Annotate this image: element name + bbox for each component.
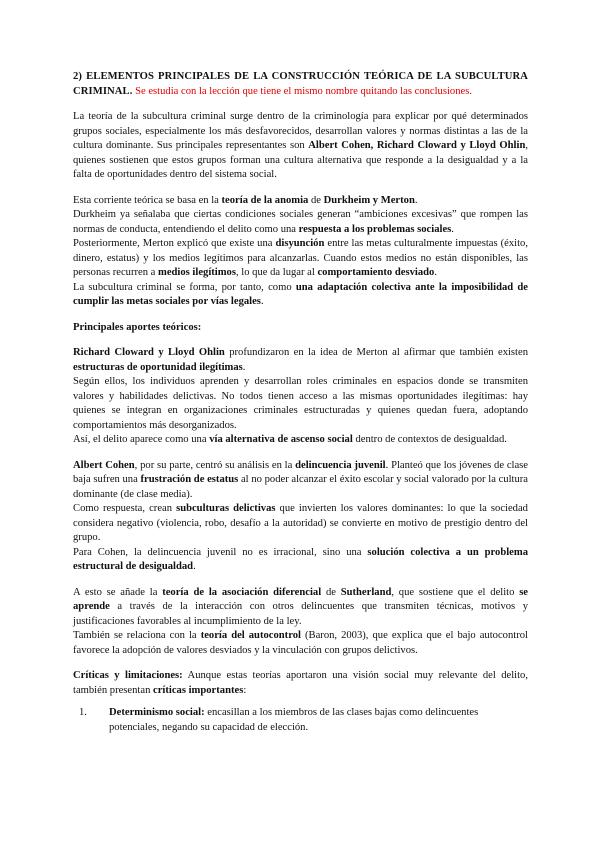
text: Esta corriente teórica se basa en la: [73, 194, 222, 206]
bold-text: críticas importantes: [153, 684, 244, 696]
section-note: Se estudia con la lección que tiene el mismo nombre quitando las conclusiones.: [132, 85, 472, 97]
text: profundizaron en la idea de Merton al afirmar que también existen: [224, 347, 528, 358]
bold-text: delincuencia juvenil: [295, 459, 386, 471]
bold-text: se aprende: [73, 586, 529, 612]
durkheim-paragraph: [73, 208, 528, 237]
list-item-text: [109, 706, 528, 735]
text: .: [451, 223, 454, 235]
text: , quienes sostienen que estos grupos forman una cultura alternativa que responde a la desigualdad y a la falta de oportunidades dentro del sistema social.: [73, 140, 528, 180]
text: entre las metas culturalmente impuestas (éxito, dinero, estatus) y los medios legítimos para alcanzarlas. Cuando estos medios no están disponibles, las personas recurren a: [73, 238, 528, 278]
bold-text: Determinismo social:: [109, 707, 205, 718]
text: Como respuesta, crean: [73, 503, 177, 514]
asi-paragraph: [73, 433, 528, 448]
bold-text: subculturas delictivas: [176, 503, 276, 514]
bold-text: Críticas y limitaciones:: [73, 670, 183, 681]
bold-text: teoría del autocontrol: [200, 630, 301, 641]
document-page: [73, 70, 528, 735]
bold-text: Albert Cohen: [73, 459, 135, 471]
list-number: 1.: [79, 707, 87, 718]
text: . Planteó que los jóvenes de clase baja sufren una: [73, 459, 529, 485]
text: , lo que da lugar al: [235, 267, 318, 278]
cohen-paragraph: [73, 459, 528, 503]
text: Para Cohen, la delincuencia juvenil no es irracional, sino una: [73, 546, 368, 558]
respuesta-paragraph: [73, 502, 528, 546]
bold-text: medios ilegítimos: [158, 267, 236, 278]
merton-paragraph: [73, 237, 528, 281]
bold-text: frustración de estatus: [140, 474, 239, 485]
intro-paragraph: [73, 110, 528, 183]
text: Según ellos, los individuos aprenden y desarrollan roles criminales en espacios donde se transmiten valores y habilidades delictivas. No todos tienen acceso a las mismas oportunidades ilegítimas: hay quienes se integran en organizaciones criminales estructuradas y quienes quedan fuera, adoptando comportamientos más desorganizados.: [73, 376, 528, 431]
text: También se relaciona con la: [73, 630, 201, 641]
text: al no poder alcanzar el éxito escolar y social valorado por la cultura dominante (de clase media).: [73, 474, 529, 500]
segun-paragraph: [73, 375, 528, 433]
text: Posteriormente, Merton explicó que existe una: [73, 238, 276, 249]
text: encasillan a los miembros de las clases bajas como delincuentes potenciales, negando su capacidad de elección.: [109, 707, 479, 733]
anomia-paragraph: [73, 194, 528, 209]
text: , que sostiene que el delito: [391, 586, 520, 598]
bold-text: respuesta a los problemas sociales: [298, 223, 452, 235]
text: Aunque estas teorías aportaron una visión social muy relevante del delito, también presentan: [73, 670, 528, 696]
text: , por su parte, centró su análisis en la: [134, 459, 296, 471]
list-item: [73, 706, 528, 735]
text: .: [193, 561, 196, 572]
text: .: [414, 194, 418, 206]
text: :: [243, 684, 247, 696]
cloward-paragraph: [73, 346, 528, 375]
authors: Albert Cohen, Richard Cloward y Lloyd Ohlin: [308, 140, 526, 151]
bold-text: Durkheim y Merton: [323, 194, 415, 206]
text: a través de la interacción con otros delincuentes que transmiten técnicas, motivos y justificaciones favorables al incumplimiento de la ley.: [73, 601, 528, 627]
text: La teoría de la subcultura criminal surge dentro de la criminología para explicar por qué determinados grupos sociales, especialmente los más desfavorecidos, desarrollan valores y normas distintas a las de la cultura dominante. Sus principales representantes son: [73, 111, 528, 151]
bold-text: estructuras de oportunidad ilegítimas: [73, 361, 243, 373]
text: (Baron, 2003), que explica que el bajo autocontrol favorece la adopción de valores desviados y la vinculación con grupos delictivos.: [73, 630, 528, 656]
bold-text: comportamiento desviado: [317, 267, 435, 278]
text: Así, el delito aparece como una: [73, 434, 210, 445]
bold-text: una adaptación colectiva ante la imposibilidad de cumplir las metas sociales por vías legales: [73, 281, 528, 307]
criticas-list: [73, 706, 528, 735]
bold-text: Sutherland: [340, 586, 392, 598]
text: .: [242, 361, 246, 373]
text: .: [260, 296, 264, 307]
bold-text: vía alternativa de ascenso social: [209, 434, 353, 445]
text: de: [321, 586, 341, 598]
section-title: 2) ELEMENTOS PRINCIPALES DE LA CONSTRUCCIÓN TEÓRICA DE LA SUBCULTURA CRIMINAL.: [73, 71, 528, 97]
text: La subcultura criminal se forma, por tanto, como: [73, 281, 296, 293]
text: que invierten los valores dominantes: lo que la sociedad considera negativo (violencia, robo, desafío a la autoridad) se convierte en motivo de prestigio dentro del grupo.: [73, 503, 528, 543]
bold-text: teoría de la anomia: [221, 194, 309, 206]
subheading: Principales aportes teóricos:: [73, 321, 202, 333]
para-cohen-paragraph: [73, 546, 528, 575]
bold-text: Richard Cloward y Lloyd Ohlin: [73, 347, 225, 358]
text: dentro de contextos de desigualdad.: [352, 434, 507, 445]
criticas-paragraph: [73, 669, 528, 698]
bold-text: solución colectiva a un problema estructural de desigualdad: [73, 546, 528, 572]
sutherland-paragraph: [73, 586, 528, 630]
text: de: [308, 194, 324, 206]
text: A esto se añade la: [73, 586, 163, 598]
bold-text: disyunción: [275, 238, 325, 249]
aportes-title: [73, 321, 528, 336]
section-heading: [73, 70, 528, 99]
bold-text: teoría de la asociación diferencial: [162, 586, 322, 598]
autocontrol-paragraph: [73, 629, 528, 658]
subcultura-paragraph: [73, 281, 528, 310]
text: Durkheim ya señalaba que ciertas condiciones sociales generan “ambiciones excesivas” que rompen las normas de conducta, entendiendo el delito como una: [73, 209, 528, 235]
text: .: [434, 267, 437, 278]
